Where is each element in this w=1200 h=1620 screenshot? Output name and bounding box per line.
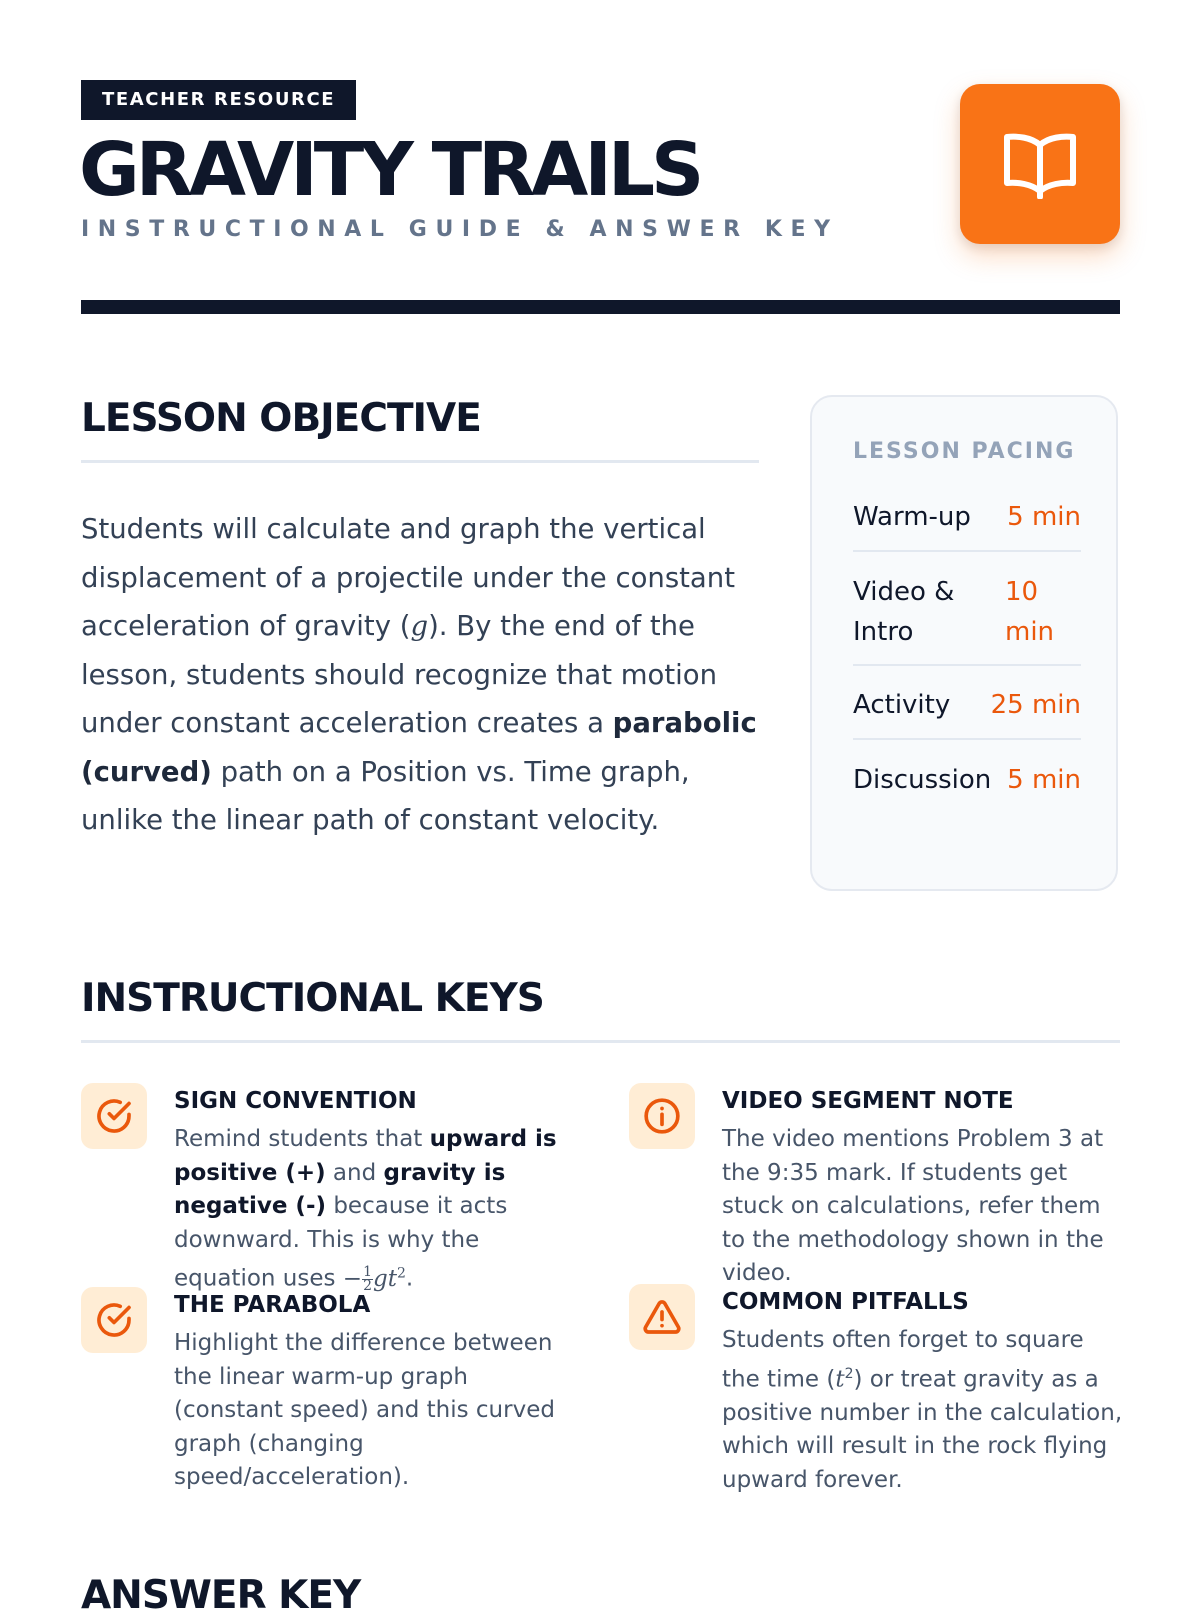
page-subtitle: INSTRUCTIONAL GUIDE & ANSWER KEY bbox=[81, 217, 839, 242]
objective-text bbox=[81, 505, 761, 845]
key-emphasis: gravity is negative (-) bbox=[174, 1159, 506, 1219]
key-text: and bbox=[325, 1159, 384, 1186]
key-title: THE PARABOLA bbox=[174, 1292, 371, 1318]
key-icon-box bbox=[81, 1287, 147, 1353]
key-body bbox=[722, 1324, 1126, 1497]
logo-tile bbox=[960, 84, 1120, 244]
fraction-numerator: 1 bbox=[363, 1264, 372, 1281]
pacing-row-activity bbox=[853, 685, 1081, 725]
objective-text-3: path on a Position vs. Time graph, unlike the linear path of constant velocity. bbox=[81, 755, 690, 836]
key-text: Remind students that bbox=[174, 1126, 430, 1152]
pacing-row-warmup bbox=[853, 497, 1081, 537]
pacing-divider bbox=[853, 738, 1081, 740]
key-title: COMMON PITFALLS bbox=[722, 1289, 969, 1315]
key-title: SIGN CONVENTION bbox=[174, 1088, 417, 1114]
open-book-icon bbox=[1001, 129, 1079, 199]
objective-text-1: Students will calculate and graph the vertical displacement of a projectile under the constant acceleration of gravity ( bbox=[81, 513, 735, 642]
equation bbox=[342, 1264, 406, 1295]
key-title: VIDEO SEGMENT NOTE bbox=[722, 1088, 1014, 1114]
check-circle-icon bbox=[94, 1300, 134, 1340]
key-text: Students often forget to square the time ( bbox=[722, 1327, 1084, 1393]
check-circle-icon bbox=[94, 1096, 134, 1136]
objective-text-2: ). By the end of the lesson, students should recognize that motion under constant acceleration creates a bbox=[81, 610, 718, 739]
warning-triangle-icon bbox=[642, 1297, 682, 1337]
time-variable: t bbox=[835, 1366, 845, 1393]
pacing-label: Activity bbox=[853, 690, 951, 720]
fraction-denominator: 2 bbox=[363, 1278, 372, 1295]
key-emphasis: upward is positive (+) bbox=[174, 1126, 557, 1186]
equation-sign: − bbox=[342, 1265, 363, 1292]
pacing-label: Discussion bbox=[853, 765, 992, 795]
pacing-label: Warm-up bbox=[853, 502, 971, 532]
teacher-guide-page bbox=[79, 0, 1123, 1618]
key-icon-box bbox=[629, 1083, 695, 1149]
info-circle-icon bbox=[642, 1096, 682, 1136]
answer-key-heading: ANSWER KEY bbox=[81, 1573, 361, 1618]
pacing-duration: 5 min bbox=[1007, 765, 1081, 795]
key-text: because it acts downward. This is why the equation uses bbox=[174, 1193, 508, 1292]
pacing-divider bbox=[853, 664, 1081, 666]
key-text: . bbox=[405, 1265, 414, 1292]
keys-divider bbox=[81, 1040, 1120, 1043]
time-exponent: 2 bbox=[844, 1365, 854, 1382]
keys-heading: INSTRUCTIONAL KEYS bbox=[81, 976, 544, 1021]
key-body bbox=[174, 1123, 578, 1296]
objective-heading: LESSON OBJECTIVE bbox=[81, 396, 481, 441]
key-icon-box bbox=[629, 1284, 695, 1350]
lesson-pacing-card bbox=[810, 395, 1118, 891]
resource-badge: TEACHER RESOURCE bbox=[81, 80, 356, 120]
header-divider bbox=[81, 300, 1120, 314]
pacing-duration: 25 min bbox=[990, 690, 1081, 720]
gravity-symbol: g bbox=[410, 610, 429, 642]
objective-divider bbox=[81, 460, 759, 463]
pacing-duration: 5 min bbox=[1007, 502, 1081, 532]
key-body: The video mentions Problem 3 at the 9:35 mark. If students get stuck on calculations, refer them to the methodology shown in the video. bbox=[722, 1126, 1104, 1286]
pacing-divider bbox=[853, 550, 1081, 552]
key-body: Highlight the difference between the linear warm-up graph (constant speed) and this curved graph (changing speed/acceleration). bbox=[174, 1330, 555, 1490]
pacing-row-discussion bbox=[853, 760, 1081, 800]
page-title: GRAVITY TRAILS bbox=[79, 127, 701, 213]
pacing-title: LESSON PACING bbox=[853, 439, 1076, 464]
objective-emphasis: parabolic (curved) bbox=[81, 707, 757, 788]
equation-exponent: 2 bbox=[396, 1265, 406, 1281]
pacing-duration: 10 min bbox=[1005, 577, 1055, 647]
key-icon-box bbox=[81, 1083, 147, 1149]
pacing-row-video bbox=[853, 572, 1081, 652]
key-text: ) or treat gravity as a positive number in the calculation, which will result in the rock flying upward forever. bbox=[722, 1366, 1123, 1493]
pacing-label: Video & Intro bbox=[853, 577, 955, 647]
equation-term: gt bbox=[373, 1265, 397, 1292]
